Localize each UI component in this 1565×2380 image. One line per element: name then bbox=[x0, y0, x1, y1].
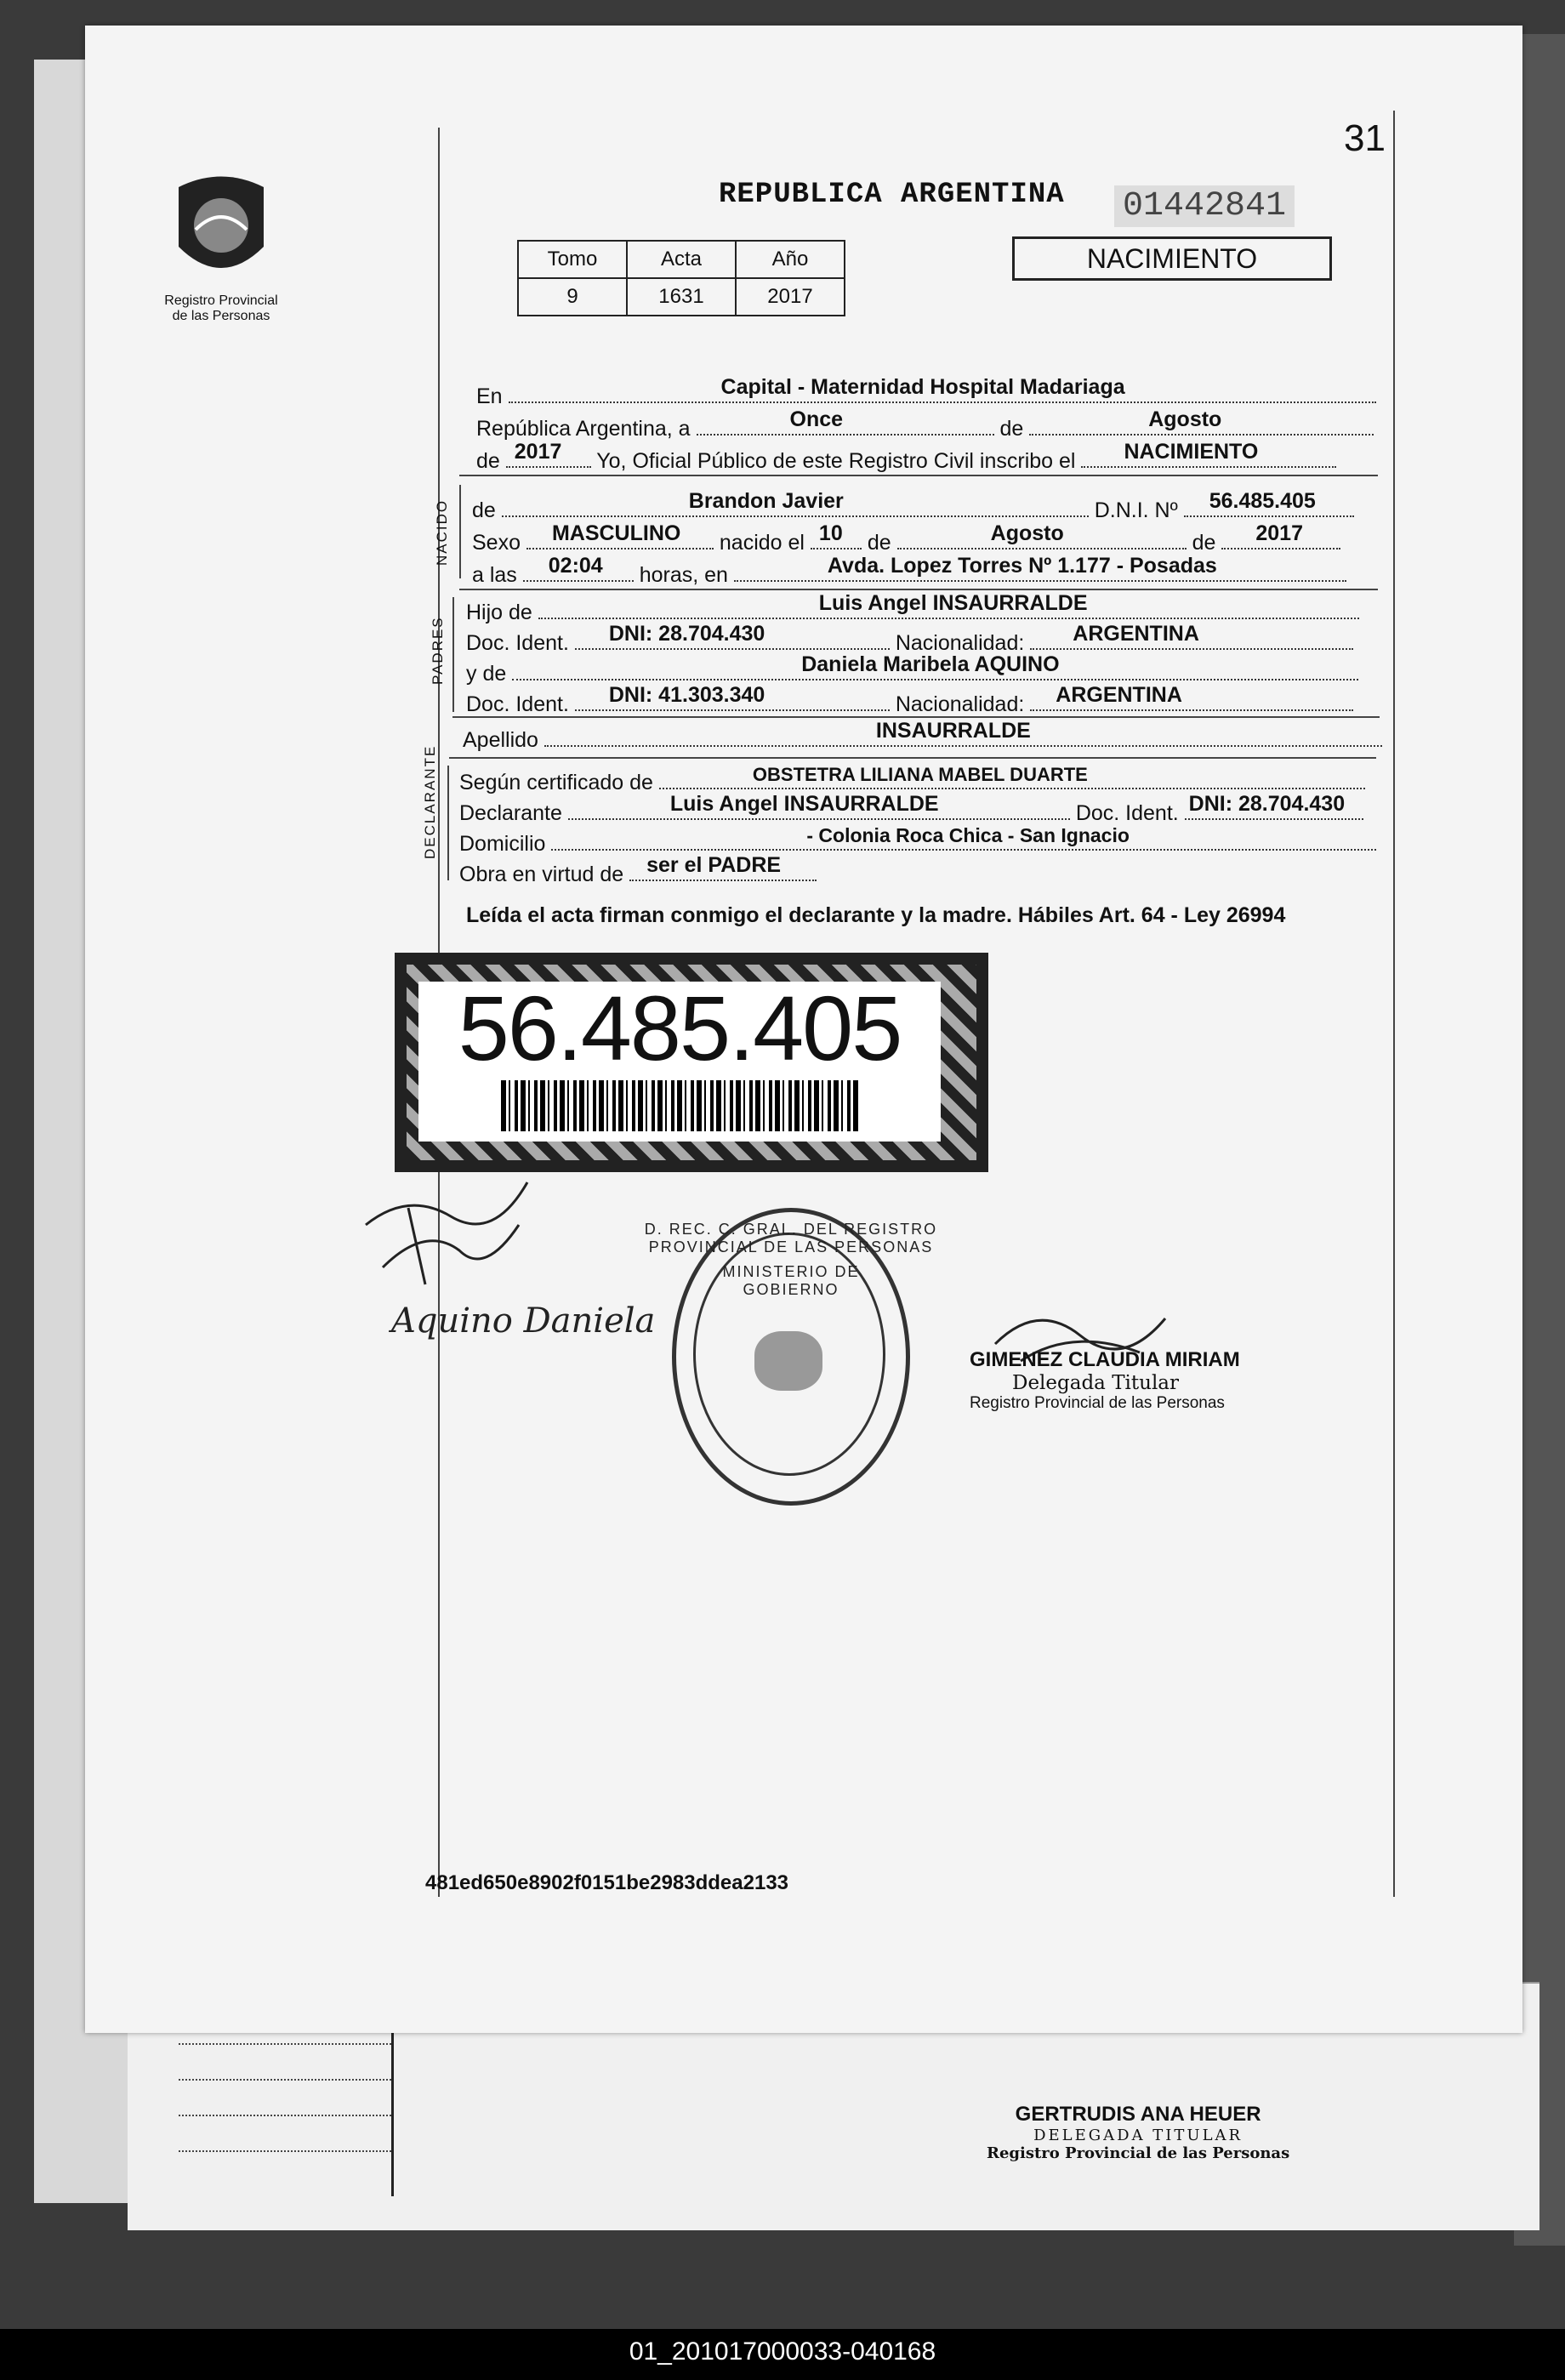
seal-outer-text: D. REC. C. GRAL. DEL REGISTRO PROVINCIAL DE LAS PERSONAS bbox=[644, 1221, 938, 1255]
document-hash: 481ed650e8902f0151be2983ddea2133 bbox=[425, 1871, 789, 1894]
seal-caption-1: Registro Provincial bbox=[164, 293, 278, 308]
declarant-top-rule bbox=[449, 757, 1376, 759]
cert-value: OBSTETRA LILIANA MABEL DUARTE bbox=[752, 764, 1088, 785]
mother-name: Daniela Maribela AQUINO bbox=[801, 652, 1060, 676]
de-year-label: de bbox=[476, 449, 500, 473]
born-time-line bbox=[472, 554, 1346, 588]
ano-value: 2017 bbox=[736, 278, 845, 316]
de-name-label: de bbox=[472, 498, 496, 522]
apellido-label: Apellido bbox=[463, 728, 538, 752]
mother-doc-label: Doc. Ident. bbox=[466, 692, 569, 716]
year-value: 2017 bbox=[514, 440, 562, 464]
under-page-stamp bbox=[987, 2103, 1289, 2162]
nacido-label: nacido el bbox=[719, 531, 805, 555]
hijo-label: Hijo de bbox=[466, 601, 532, 624]
born-side-rule bbox=[459, 485, 461, 578]
type-value: NACIMIENTO bbox=[1124, 440, 1259, 464]
father-line bbox=[466, 591, 1359, 625]
domicilio-label: Domicilio bbox=[459, 832, 546, 856]
day-value: Once bbox=[789, 407, 844, 431]
id-barcode-sticker bbox=[395, 953, 988, 1172]
place-value: Capital - Maternidad Hospital Madariaga bbox=[720, 375, 1125, 399]
acta-header: Acta bbox=[627, 241, 736, 278]
date-line bbox=[476, 407, 1374, 441]
declarant-line bbox=[459, 792, 1363, 826]
acta-value: 1631 bbox=[627, 278, 736, 316]
legal-note: Leída el acta firman conmigo el declarante y la madre. Hábiles Art. 64 - Ley 26994 bbox=[466, 903, 1286, 927]
sexo-value: MASCULINO bbox=[551, 521, 681, 545]
provincia-shield-icon bbox=[170, 170, 272, 289]
page-number: 31 bbox=[1344, 117, 1386, 159]
official-org: Registro Provincial de las Personas bbox=[970, 1394, 1225, 1412]
father-doc-label: Doc. Ident. bbox=[466, 631, 569, 655]
born-name-line bbox=[472, 489, 1354, 523]
right-margin-rule bbox=[1393, 111, 1395, 1897]
mother-signature: Aquino Daniela bbox=[391, 1301, 656, 1341]
father-nat: ARGENTINA bbox=[1073, 622, 1199, 646]
obra-label: Obra en virtud de bbox=[459, 863, 624, 886]
tomo-value: 9 bbox=[518, 278, 627, 316]
declarant-doc: DNI: 28.704.430 bbox=[1188, 792, 1346, 816]
registry-seal bbox=[136, 170, 306, 324]
ministry-seal bbox=[644, 1208, 938, 1506]
obra-line bbox=[459, 853, 817, 887]
seal-emblem-icon bbox=[754, 1331, 822, 1391]
official-stamp bbox=[970, 1348, 1242, 1413]
father-signature bbox=[357, 1174, 544, 1293]
mother-line bbox=[466, 652, 1358, 686]
declarant-name: Luis Angel INSAURRALDE bbox=[669, 792, 939, 816]
place-line bbox=[476, 375, 1376, 409]
under-stamp-org: Registro Provincial de las Personas bbox=[987, 2144, 1290, 2162]
de2-label: de bbox=[1192, 531, 1216, 555]
republica-label: República Argentina, a bbox=[476, 417, 691, 441]
born-top-rule bbox=[459, 475, 1378, 476]
father-doc: DNI: 28.704.430 bbox=[608, 622, 765, 646]
birth-certificate-page bbox=[85, 26, 1522, 2033]
record-type-box: NACIMIENTO bbox=[1012, 236, 1332, 281]
republic-title: REPUBLICA ARGENTINA bbox=[719, 179, 1065, 211]
horas-label: horas, en bbox=[639, 563, 728, 587]
under-stamp-name: GERTRUDIS ANA HEUER bbox=[1015, 2103, 1261, 2126]
registry-table bbox=[517, 240, 845, 316]
oficial-text: Yo, Oficial Público de este Registro Civil inscribo el bbox=[596, 449, 1076, 473]
de-label: de bbox=[999, 417, 1024, 441]
domicile-line bbox=[459, 824, 1376, 857]
surname-value: INSAURRALDE bbox=[875, 719, 1031, 743]
en-label: En bbox=[476, 384, 503, 408]
barcode-label bbox=[418, 976, 941, 1142]
seal-inner-text: MINISTERIO DE GOBIERNO bbox=[722, 1263, 860, 1298]
under-page-dotted-lines bbox=[179, 2009, 394, 2196]
domicile-value: - Colonia Roca Chica - San Ignacio bbox=[806, 824, 1130, 846]
born-name: Brandon Javier bbox=[688, 489, 844, 513]
yde-label: y de bbox=[466, 662, 507, 686]
mother-nat: ARGENTINA bbox=[1056, 683, 1182, 707]
born-year: 2017 bbox=[1255, 521, 1303, 545]
under-stamp-title: DELEGADA TITULAR bbox=[1033, 2127, 1243, 2144]
official-title: Delegada Titular bbox=[1012, 1372, 1180, 1394]
surname-top-rule bbox=[452, 716, 1380, 718]
born-time: 02:04 bbox=[548, 554, 603, 578]
ano-header: Año bbox=[736, 241, 845, 278]
declarante-label: Declarante bbox=[459, 801, 562, 825]
declarant-side-rule bbox=[447, 766, 449, 880]
declarant-section-label: DECLARANTE bbox=[422, 744, 438, 859]
parents-top-rule bbox=[459, 589, 1378, 590]
mother-doc-line bbox=[466, 683, 1353, 717]
born-day: 10 bbox=[818, 521, 843, 545]
sexo-label: Sexo bbox=[472, 531, 521, 555]
born-month: Agosto bbox=[990, 521, 1064, 545]
surname-line bbox=[463, 719, 1382, 753]
obra-value: ser el PADRE bbox=[646, 853, 782, 877]
barcode-number: 56.485.405 bbox=[458, 976, 902, 1079]
father-nat-label: Nacionalidad: bbox=[895, 631, 1025, 655]
born-dni: 56.485.405 bbox=[1209, 489, 1316, 513]
dni-label: D.N.I. Nº bbox=[1094, 498, 1178, 522]
serial-number: 01442841 bbox=[1114, 185, 1295, 227]
mother-nat-label: Nacionalidad: bbox=[895, 692, 1025, 716]
born-section-label: NACIDO bbox=[434, 498, 450, 566]
seal-caption-2: de las Personas bbox=[172, 309, 270, 323]
month-value: Agosto bbox=[1148, 407, 1222, 431]
mother-doc: DNI: 41.303.340 bbox=[608, 683, 765, 707]
a-las-label: a las bbox=[472, 563, 517, 587]
official-name: GIMENEZ CLAUDIA MIRIAM bbox=[970, 1348, 1240, 1371]
father-name: Luis Angel INSAURRALDE bbox=[818, 591, 1088, 615]
year-line bbox=[476, 440, 1336, 474]
born-place: Avda. Lopez Torres Nº 1.177 - Posadas bbox=[827, 554, 1217, 578]
parents-section-label: PADRES bbox=[430, 616, 446, 685]
de1-label: de bbox=[867, 531, 891, 555]
declarant-doc-label: Doc. Ident. bbox=[1075, 801, 1179, 825]
born-sex-line bbox=[472, 521, 1340, 555]
barcode-bars bbox=[501, 1080, 858, 1131]
cert-label: Según certificado de bbox=[459, 771, 653, 794]
parents-side-rule bbox=[452, 597, 454, 712]
tomo-header: Tomo bbox=[518, 241, 627, 278]
scan-file-code: 01_201017000033-040168 bbox=[629, 2337, 936, 2366]
